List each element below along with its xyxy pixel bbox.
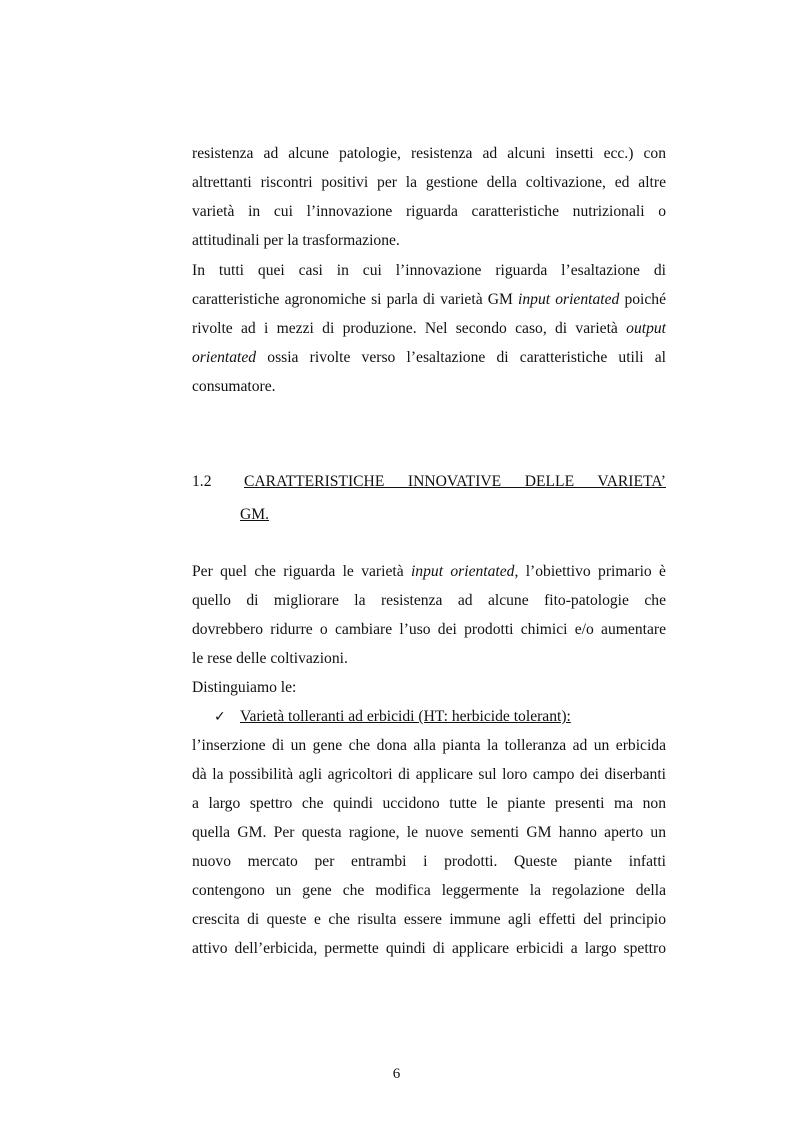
paragraph-line: contengono un gene che modifica leggermente la regolazione della — [192, 882, 666, 899]
text-run: ossia rivolte verso l’esaltazione di caratteristiche utili al — [256, 349, 666, 366]
italic-term: orientated — [192, 349, 257, 366]
paragraph-line: altrettanti riscontri positivi per la gestione della coltivazione, ed altre — [192, 174, 666, 191]
section-heading: CARATTERISTICHE INNOVATIVE DELLE VARIETA’ — [244, 473, 666, 490]
section-heading-continued: GM. — [240, 506, 270, 523]
paragraph-line — [192, 317, 666, 341]
paragraph-line: crescita di queste e che risulta essere immune agli effetti del principio — [192, 911, 666, 928]
text-run: Per quel che riguarda le varietà — [192, 563, 411, 580]
text-run: , l’obiettivo primario è — [514, 563, 666, 580]
checkmark-icon: ✓ — [214, 709, 226, 725]
italic-term: input orientated — [410, 563, 515, 580]
paragraph-line: Distinguiamo le: — [192, 679, 297, 696]
paragraph-line: consumatore. — [192, 378, 276, 395]
text-run: rivolte ad i mezzi di produzione. Nel secondo caso, di varietà — [192, 320, 627, 337]
italic-term: output — [626, 320, 666, 337]
paragraph-line: varietà in cui l’innovazione riguarda caratteristiche nutrizionali o — [192, 203, 666, 220]
paragraph-line: l’inserzione di un gene che dona alla pianta la tolleranza ad un erbicida — [192, 737, 666, 754]
page-number: 6 — [392, 1066, 401, 1082]
paragraph-line: dà la possibilità agli agricoltori di applicare sul loro campo dei diserbanti — [192, 766, 666, 783]
section-number: 1.2 — [192, 473, 212, 490]
text-run: poiché — [619, 291, 667, 308]
paragraph-line: quella GM. Per questa ragione, le nuove sementi GM hanno aperto un — [192, 824, 666, 841]
paragraph-line: resistenza ad alcune patologie, resistenza ad alcuni insetti ecc.) con — [192, 145, 666, 162]
paragraph-line: a largo spettro che quindi uccidono tutte le piante presenti ma non — [192, 795, 666, 812]
paragraph-line — [192, 346, 666, 370]
paragraph-line: le rese delle coltivazioni. — [192, 650, 348, 667]
paragraph-line: attitudinali per la trasformazione. — [192, 232, 400, 249]
paragraph-line: nuovo mercato per entrambi i prodotti. Queste piante infatti — [192, 853, 666, 870]
paragraph-line: quello di migliorare la resistenza ad alcune fito-patologie che — [192, 592, 666, 609]
paragraph-line — [192, 288, 666, 312]
paragraph-line: attivo dell’erbicida, permette quindi di applicare erbicidi a largo spettro — [192, 940, 666, 957]
paragraph-line: dovrebbero ridurre o cambiare l’uso dei prodotti chimici e/o aumentare — [192, 621, 666, 638]
text-run: caratteristiche agronomiche si parla di varietà GM — [192, 291, 519, 308]
paragraph-line: In tutti quei casi in cui l’innovazione riguarda l’esaltazione di — [192, 262, 666, 279]
italic-term: input orientated — [518, 291, 620, 308]
bullet-item-label: Varietà tolleranti ad erbicidi (HT: herbicide tolerant): — [240, 708, 571, 725]
paragraph-line — [192, 560, 666, 584]
